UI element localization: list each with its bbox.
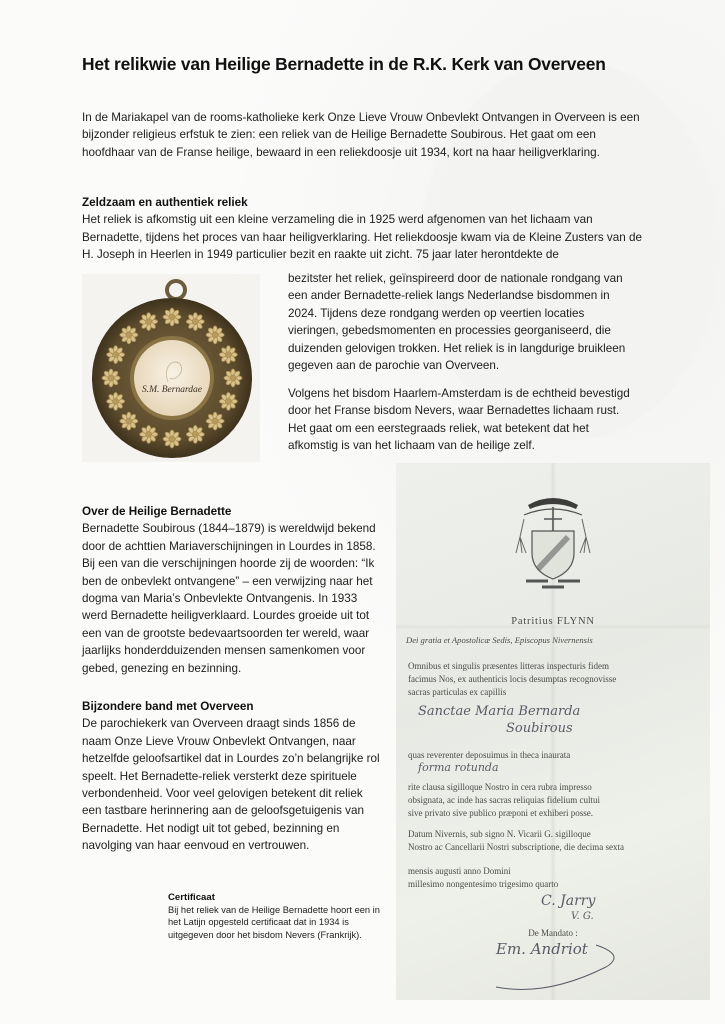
flower — [120, 326, 138, 344]
certificate-line: quas reverenter deposuimus in theca inaurata — [408, 750, 571, 760]
bishop-name: Patritius FLYNN — [511, 616, 595, 627]
certificate-handwritten-form: forma rotunda — [418, 761, 499, 774]
section-paragraph: De parochiekerk van Overveen draagt sinds 1856 de naam Onze Lieve Vrouw Onbevlekt Ontvangen, naar hetzelfde geloofsartikel dat in Lourdes zo’n belangrijke rol speelt. Het Bernadette-reliek versterkt deze spirituele verbondenheid. Voor veel gelovigen betekent dit reliek een tastbare herinnering aan de geloofsgetuigenis van Bernadette. Het nodigt uit tot gebed, bezinning en navolging van haar eenvoud en vertrouwen. — [82, 717, 380, 853]
certificate-line: sive privato sive publico præponi et exhiberi posse. — [408, 808, 593, 818]
article-title: Het relikwie van Heilige Bernadette in de R.K. Kerk van Overveen — [82, 54, 606, 74]
signature-vicar: C. Jarry — [541, 893, 596, 909]
section-rare-relic — [82, 194, 642, 264]
coat-of-arms-icon — [498, 493, 608, 593]
flower — [107, 392, 125, 410]
flower — [186, 425, 204, 443]
bishop-subtitle: Dei gratia et Apostolicæ Sedis, Episcopus Nivernensis — [406, 635, 593, 645]
signature-flourish — [486, 937, 636, 997]
flower — [206, 412, 224, 430]
article-intro: In de Mariakapel van de rooms-katholieke kerk Onze Lieve Vrouw Onbevlekt Ontvangen in Overveen is een bijzonder religieus erfstuk te zien: een reliek van de Heilige Bernadette Soubirous. Het gaat om een hoofdhaar van de Franse heilige, bewaard in een reliekdoosje uit 1934, kort na haar heiligverklaring. — [82, 111, 640, 159]
relic-center — [134, 340, 210, 416]
certificate-handwritten-surname: Soubirous — [506, 721, 573, 736]
flower — [163, 430, 181, 448]
section-rare-relic-authenticity: Volgens het bisdom Haarlem-Amsterdam is de echtheid bevestigd door het Franse bisdom Nevers, waar Bernadettes lichaam rust. Het gaat om een eerstegraads reliek, wat betekent dat het afkomstig is van het lichaam van de heilige zelf. — [288, 387, 630, 453]
section-paragraph: Het reliek is afkomstig uit een kleine verzameling die in 1925 werd afgenomen van het lichaam van Bernadette, tijdens het proces van haar heiligverklaring. Het reliekdoosje kwam via de Kleine Zusters van de H. Joseph in Heerlen in 1949 particulier bezit en raakte uit zicht. 75 jaar later herontdekte de — [82, 213, 643, 262]
certificate-line: Omnibus et singulis præsentes litteras inspecturis fidem — [408, 661, 609, 671]
certificate-line: mensis augusti anno Domini — [408, 866, 511, 876]
section-about-bernadette — [82, 503, 382, 677]
flower — [206, 326, 224, 344]
flower — [219, 392, 237, 410]
relic-photo — [82, 274, 260, 462]
de-mandato-label: De Mandato : — [528, 928, 578, 938]
certificate-line: rite clausa sigilloque Nostro in cera rubra impresso — [408, 782, 592, 792]
section-bond-with-overveen — [82, 698, 382, 855]
section-paragraph: Bernadette Soubirous (1844–1879) is wereldwijd bekend door de achttien Mariaverschijningen in Lourdes in 1858. Bij een van die verschijningen hoorde zij de woorden: “Ik ben de onbevlekt ontvangene” – een verwijzing naar het dogma van Maria’s Onbevlekte Ontvangenis. In 1933 werd Bernadette heiligverklaard. Lourdes groeide uit tot een van de grootste bedevaartsoorden ter wereld, waar jaarlijks honderdduizenden mensen samenkomen voor gebed, genezing en bezinning. — [82, 522, 376, 675]
certificate-line: millesimo nongentesimo trigesimo quarto — [408, 879, 559, 889]
certificate-line: Datum Nivernis, sub signo N. Vicarii G. sigilloque — [408, 829, 591, 839]
flower — [163, 308, 181, 326]
caption-text: Bij het reliek van de Heilige Bernadette hoort een in het Latijn opgesteld certificaat dat in 1934 is uitgegeven door het bisdom Nevers (Frankrijk). — [168, 905, 380, 940]
section-heading: Bijzondere band met Overveen — [82, 700, 254, 713]
flower — [102, 369, 120, 387]
section-heading: Zeldzaam en authentiek reliek — [82, 196, 248, 209]
flower — [219, 346, 237, 364]
relic-label: S.M. Bernardae — [141, 385, 203, 395]
certificate-line: obsignata, ac inde has sacras reliquias fidelium cultui — [408, 795, 600, 805]
flower — [140, 313, 158, 331]
certificate-line: facimus Nos, ex authenticis locis desumptas recognovisse — [408, 674, 617, 684]
flower — [224, 369, 242, 387]
flower — [120, 412, 138, 430]
certificate-line: sacras particulas ex capillis — [408, 687, 507, 697]
section-heading: Over de Heilige Bernadette — [82, 505, 232, 518]
signature-chancellor: Em. Andriot — [496, 940, 588, 958]
certificate-handwritten-name: Sanctae Maria Bernarda — [418, 704, 581, 719]
signature-vicar-title: V. G. — [571, 911, 594, 922]
flower — [140, 425, 158, 443]
certificate-caption — [168, 892, 383, 941]
certificate-line: Nostro ac Cancellarii Nostri subscriptione, die decima sexta — [408, 842, 624, 852]
flower — [107, 346, 125, 364]
certificate-scan — [396, 463, 710, 1000]
caption-heading: Certificaat — [168, 892, 215, 903]
section-rare-relic-continued: bezitster het reliek, geïnspireerd door de nationale rondgang van een ander Bernadette-reliek langs Nederlandse bisdommen in 2024. Tijdens deze rondgang werden op veertien locaties vieringen, gebedsmomenten en processies georganiseerd, die duizenden gelovigen trokken. Het reliek is in langdurige bruikleen gegeven aan de parochie van Overveen. — [288, 272, 626, 373]
flower — [186, 313, 204, 331]
